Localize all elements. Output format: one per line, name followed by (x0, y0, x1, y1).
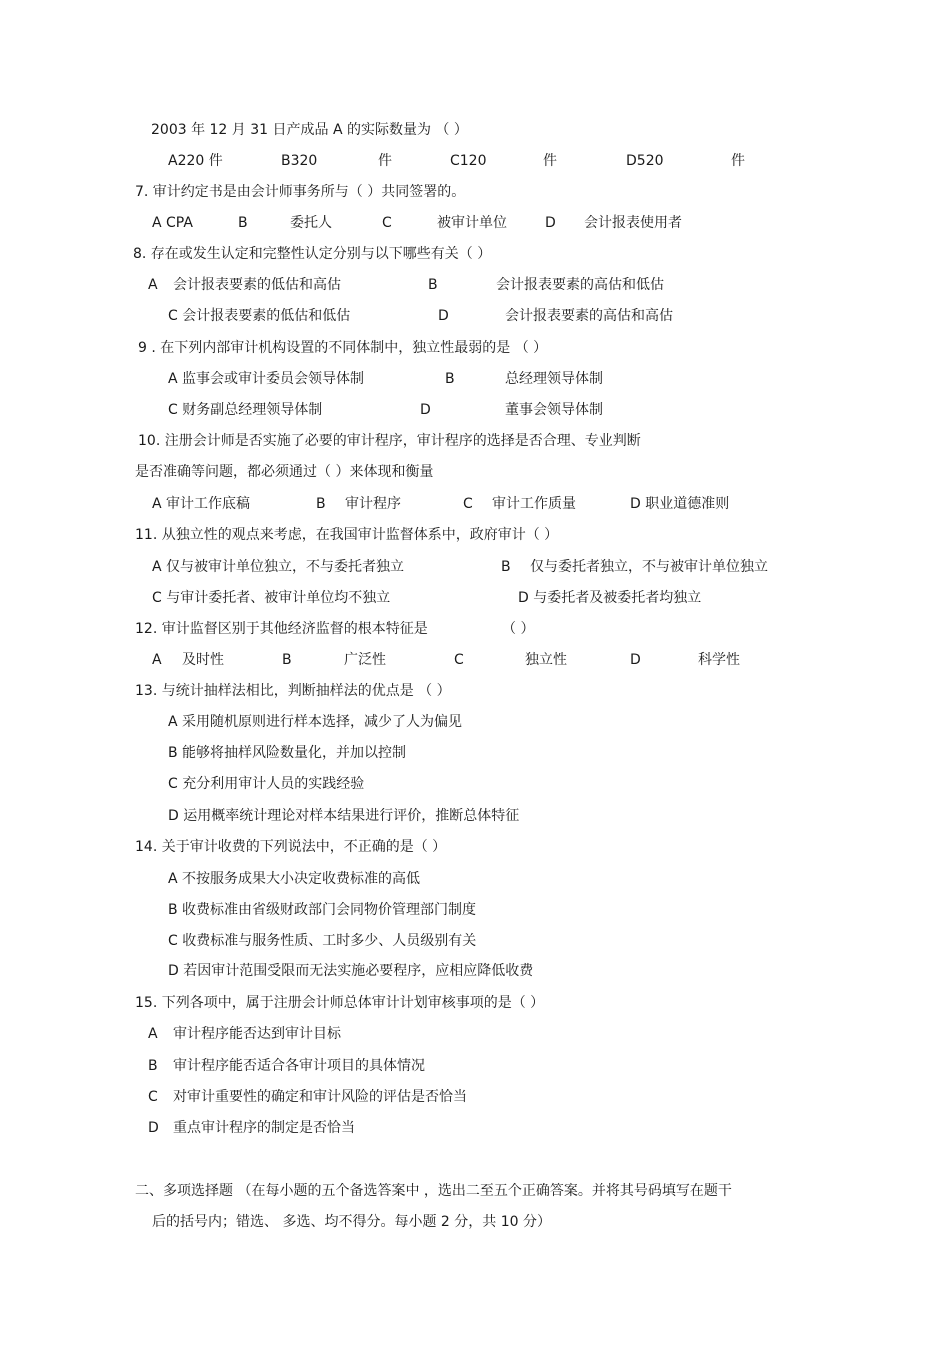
q7-option-b: 委托人 (290, 215, 332, 231)
q14-stem: 14. 关于审计收费的下列说法中，不正确的是（ ） (135, 839, 447, 855)
q10-option-c-letter: C (463, 496, 473, 512)
q10-stem-line1: 10. 注册会计师是否实施了必要的审计程序，审计程序的选择是否合理、专业判断 (138, 433, 641, 449)
q7-stem: 7. 审计约定书是由会计师事务所与（ ）共同签署的。 (135, 184, 466, 200)
q12-option-d-letter: D (630, 652, 641, 668)
q12-option-d: 科学性 (698, 652, 740, 668)
q8-option-b-letter: B (428, 277, 438, 293)
q10-stem-line2: 是否准确等问题，都必须通过（ ）来体现和衡量 (135, 464, 434, 480)
q7-option-c-letter: C (382, 215, 392, 231)
q13-option-d: D 运用概率统计理论对样本结果进行评价，推断总体特征 (168, 808, 520, 824)
q12-option-c: 独立性 (525, 652, 567, 668)
q9-option-d: 董事会领导体制 (505, 402, 603, 418)
q14-option-d: D 若因审计范围受限而无法实施必要程序，应相应降低收费 (168, 963, 534, 979)
q8-stem: 8. 存在或发生认定和完整性认定分别与以下哪些有关（ ） (133, 246, 492, 262)
q8-option-a: 会计报表要素的低估和高估 (173, 277, 341, 293)
q15-option-a-letter: A (148, 1026, 158, 1042)
q10-option-d: D 职业道德准则 (630, 496, 730, 512)
q9-stem: 9 . 在下列内部审计机构设置的不同体制中，独立性最弱的是 （ ） (138, 340, 548, 356)
q12-option-b-letter: B (282, 652, 292, 668)
q15-option-d: 重点审计程序的制定是否恰当 (173, 1120, 355, 1136)
q6-option-b: B320 (281, 153, 318, 169)
q13-option-a: A 采用随机原则进行样本选择，减少了人为偏见 (168, 714, 463, 730)
section2-heading-line2: 后的括号内；错选、 多选、均不得分。每小题 2 分，共 10 分） (152, 1214, 551, 1230)
q7-option-c: 被审计单位 (437, 215, 507, 231)
q13-stem: 13. 与统计抽样法相比，判断抽样法的优点是 （ ） (135, 683, 451, 699)
q15-option-c-letter: C (148, 1089, 158, 1105)
q6-option-b-unit: 件 (378, 153, 392, 169)
q15-option-b: 审计程序能否适合各审计项目的具体情况 (173, 1058, 425, 1074)
q11-option-b: 仅与委托者独立，不与被审计单位独立 (530, 559, 768, 575)
q8-option-b: 会计报表要素的高估和低估 (496, 277, 664, 293)
q12-option-a-letter: A (152, 652, 162, 668)
q10-option-b-letter: B (316, 496, 326, 512)
q10-option-c: 审计工作质量 (492, 496, 576, 512)
q7-option-b-letter: B (238, 215, 248, 231)
q6-option-c: C120 (450, 153, 487, 169)
q11-option-a: A 仅与被审计单位独立，不与委托者独立 (152, 559, 405, 575)
q15-option-c: 对审计重要性的确定和审计风险的评估是否恰当 (173, 1089, 467, 1105)
q6-option-d-unit: 件 (731, 153, 745, 169)
q8-option-d: 会计报表要素的高估和高估 (505, 308, 673, 324)
q7-option-d: 会计报表使用者 (584, 215, 682, 231)
q9-option-b: 总经理领导体制 (505, 371, 603, 387)
q15-option-a: 审计程序能否达到审计目标 (173, 1026, 341, 1042)
q7-option-a: A CPA (152, 215, 193, 231)
q8-option-c: C 会计报表要素的低估和低估 (168, 308, 351, 324)
q13-option-c: C 充分利用审计人员的实践经验 (168, 776, 365, 792)
q11-option-c: C 与审计委托者、被审计单位均不独立 (152, 590, 391, 606)
q8-option-a-letter: A (148, 277, 158, 293)
q7-option-d-letter: D (545, 215, 556, 231)
q15-stem: 15. 下列各项中，属于注册会计师总体审计计划审核事项的是（ ） (135, 995, 545, 1011)
q11-stem: 11. 从独立性的观点来考虑，在我国审计监督体系中，政府审计（ ） (135, 527, 559, 543)
q14-option-a: A 不按服务成果大小决定收费标准的高低 (168, 871, 421, 887)
q9-option-a: A 监事会或审计委员会领导体制 (168, 371, 365, 387)
q12-option-c-letter: C (454, 652, 464, 668)
q12-answer-paren: （ ） (502, 621, 535, 637)
q6-option-a: A220 件 (168, 153, 223, 169)
q13-option-b: B 能够将抽样风险数量化，并加以控制 (168, 745, 407, 761)
q6-option-d: D520 (626, 153, 664, 169)
q9-option-d-letter: D (420, 402, 431, 418)
q10-option-a: A 审计工作底稿 (152, 496, 251, 512)
q11-option-d: D 与委托者及被委托者均独立 (518, 590, 702, 606)
q11-option-b-letter: B (501, 559, 511, 575)
q6-option-c-unit: 件 (543, 153, 557, 169)
q15-option-b-letter: B (148, 1058, 158, 1074)
q10-option-b: 审计程序 (345, 496, 401, 512)
q14-option-c: C 收费标准与服务性质、工时多少、人员级别有关 (168, 933, 477, 949)
q15-option-d-letter: D (148, 1120, 159, 1136)
section2-heading-line1: 二、多项选择题 （在每小题的五个备选答案中 ，选出二至五个正确答案。并将其号码填写在题干 (135, 1183, 732, 1199)
q12-stem: 12. 审计监督区别于其他经济监督的根本特征是 (135, 621, 428, 637)
q6-stem: 2003 年 12 月 31 日产成品 A 的实际数量为 （ ） (151, 122, 468, 138)
q9-option-c: C 财务副总经理领导体制 (168, 402, 323, 418)
q14-option-b: B 收费标准由省级财政部门会同物价管理部门制度 (168, 902, 477, 918)
q8-option-d-letter: D (438, 308, 449, 324)
q12-option-a: 及时性 (182, 652, 224, 668)
q12-option-b: 广泛性 (344, 652, 386, 668)
q9-option-b-letter: B (445, 371, 455, 387)
